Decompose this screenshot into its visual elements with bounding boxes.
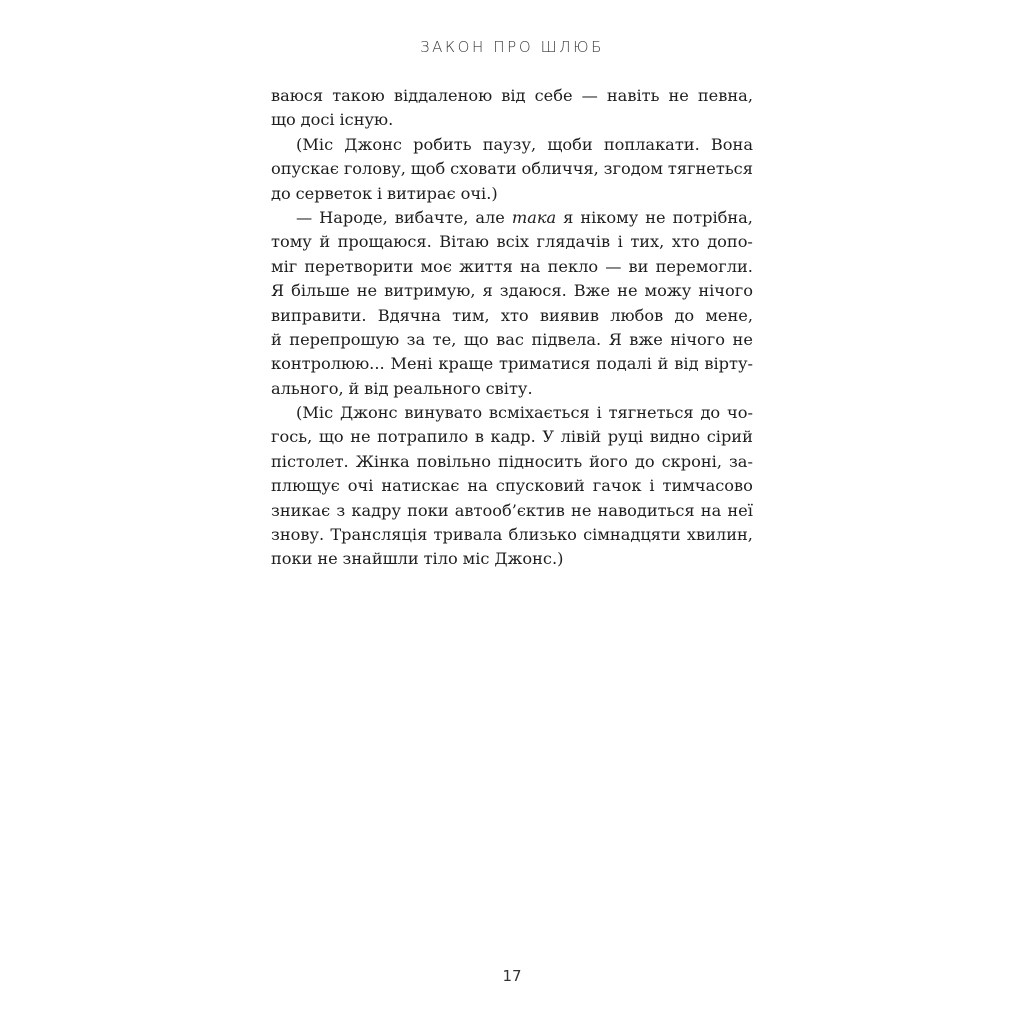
text-line: тому й прощаюся. Вітаю всіх глядачів і тих, хто допо-	[271, 232, 753, 252]
text-line: знову. Трансляція тривала близько сімнадцяти хвилин,	[271, 525, 753, 545]
text-line: — Народе, вибачте, але така я нікому не потрібна,	[296, 207, 753, 227]
text-line: пістолет. Жінка повільно підносить його до скроні, за-	[271, 451, 753, 471]
text-line: (Міс Джонс робить паузу, щоби поплакати. Вона	[296, 134, 753, 154]
text-line: до серветок і витирає очі.)	[271, 183, 498, 203]
text-line: плющує очі натискає на спусковий гачок і тимчасово	[271, 476, 753, 496]
page-number: 17	[502, 967, 522, 985]
text-line: що досі існую.	[271, 110, 394, 130]
text-line: Я більше не витримую, я здаюся. Вже не можу нічого	[271, 281, 753, 301]
body-text	[271, 84, 753, 572]
text-line: зникає з кадру поки автооб’єктив не наводиться на неї	[271, 500, 753, 520]
text-line: поки не знайшли тіло міс Джонс.)	[271, 549, 564, 569]
text-line: гось, що не потрапило в кадр. У лівій руці видно сірий	[271, 427, 753, 447]
text-line: (Міс Джонс винувато всміхається і тягнеться до чо-	[296, 403, 753, 423]
text-line: виправити. Вдячна тим, хто виявив любов до мене,	[271, 305, 753, 325]
paragraph	[271, 133, 753, 206]
paragraph	[271, 206, 753, 401]
text-line: міг перетворити моє життя на пекло — ви перемогли.	[271, 256, 753, 276]
text-line: й перепрошую за те, що вас підвела. Я вже нічого не	[271, 329, 753, 349]
running-head: ЗАКОН ПРО ШЛЮБ	[419, 38, 605, 56]
paragraph	[271, 84, 753, 133]
text-line: ального, й від реального світу.	[271, 378, 533, 398]
text-line: контролюю... Мені краще триматися подалі й від вірту-	[271, 354, 753, 374]
text-line: ваюся такою віддаленою від себе — навіть не певна,	[271, 86, 753, 105]
text-line: опускає голову, щоб сховати обличчя, згодом тягнеться	[271, 159, 753, 179]
paragraph	[271, 401, 753, 572]
